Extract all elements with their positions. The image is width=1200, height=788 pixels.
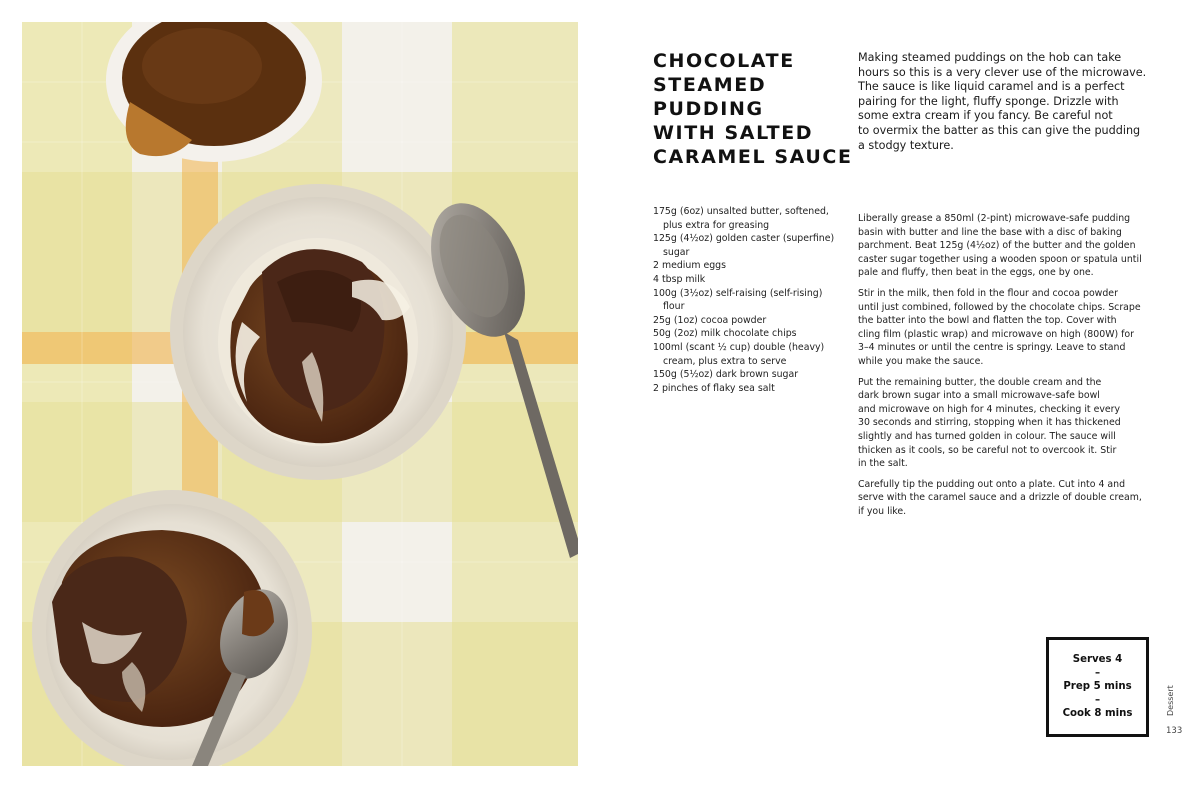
title-line: WITH SALTED bbox=[653, 122, 814, 144]
section-label: Dessert bbox=[1166, 685, 1175, 716]
ingredient-item: 175g (6oz) unsalted butter, softened, bbox=[653, 206, 829, 217]
separator-dash: – bbox=[1094, 694, 1101, 706]
method-line: the batter into the bowl and flatten the top. Cover with bbox=[858, 315, 1117, 327]
ingredient-item: 100g (3½oz) self-raising (self-rising) bbox=[653, 287, 823, 299]
title-line: CHOCOLATE bbox=[653, 50, 795, 72]
ingredient-item: 125g (4½oz) golden caster (superfine) bbox=[653, 233, 835, 245]
method-line: dark brown sugar into a small microwave-safe bowl bbox=[858, 390, 1100, 402]
serves-label: Serves 4 bbox=[1072, 654, 1123, 666]
method-line: 3–4 minutes or until the centre is springy. Leave to stand bbox=[858, 342, 1126, 354]
method-line: if you like. bbox=[858, 505, 907, 517]
title-line: PUDDING bbox=[653, 98, 764, 120]
method-steps bbox=[858, 205, 1154, 525]
intro-line: Making steamed puddings on the hob can take bbox=[858, 51, 1122, 64]
title-line: STEAMED bbox=[653, 74, 767, 96]
ingredient-item: 50g (2oz) milk chocolate chips bbox=[653, 328, 797, 340]
ingredient-item: 4 tbsp milk bbox=[653, 273, 706, 285]
method-line: cling film (plastic wrap) and microwave on high (800W) for bbox=[858, 328, 1134, 340]
method-line: Liberally grease a 850ml (2-pint) microwave-safe pudding bbox=[858, 213, 1131, 224]
method-line: parchment. Beat 125g (4½oz) of the butter and the golden bbox=[858, 240, 1136, 252]
method-line: Put the remaining butter, the double cream and the bbox=[858, 376, 1102, 388]
title-line: CARAMEL SAUCE bbox=[653, 146, 853, 168]
method-line: basin with butter and line the base with a disc of baking bbox=[858, 226, 1122, 238]
recipe-intro bbox=[858, 51, 1150, 153]
ingredient-item-continued: sugar bbox=[663, 246, 690, 258]
method-line: serve with the caramel sauce and a drizzle of double cream, bbox=[858, 492, 1142, 504]
intro-line: a stodgy texture. bbox=[858, 138, 954, 152]
intro-line: to overmix the batter as this can give the pudding bbox=[858, 123, 1141, 137]
method-line: thicken as it cools, so be careful not to overcook it. Stir bbox=[858, 444, 1117, 456]
recipe-title bbox=[653, 49, 853, 169]
method-line: while you make the sauce. bbox=[858, 355, 984, 367]
ingredient-item-continued: cream, plus extra to serve bbox=[663, 355, 787, 367]
ingredient-list bbox=[653, 205, 843, 395]
method-line: slightly and has turned golden in colour. The sauce will bbox=[858, 430, 1116, 442]
ingredient-item: 25g (1oz) cocoa powder bbox=[653, 314, 767, 326]
method-line: in the salt. bbox=[858, 458, 908, 470]
separator-dash: – bbox=[1094, 667, 1101, 679]
intro-line: some extra cream if you fancy. Be careful not bbox=[858, 109, 1113, 123]
pudding-photo bbox=[22, 22, 578, 766]
method-line: Stir in the milk, then fold in the flour and cocoa powder bbox=[858, 287, 1118, 299]
ingredient-item: 2 pinches of flaky sea salt bbox=[653, 382, 775, 394]
intro-line: hours so this is a very clever use of the microwave. bbox=[858, 65, 1147, 79]
page-number: 133 bbox=[1166, 726, 1183, 736]
ingredient-item-continued: flour bbox=[663, 301, 685, 313]
recipe-info-box bbox=[1046, 637, 1149, 737]
intro-line: The sauce is like liquid caramel and is a perfect bbox=[858, 80, 1125, 94]
method-line: caster sugar together using a wooden spoon or spatula until bbox=[858, 253, 1142, 265]
method-line: until just combined, followed by the chocolate chips. Scrape bbox=[858, 301, 1141, 313]
intro-line: pairing for the light, fluffy sponge. Drizzle with bbox=[858, 94, 1119, 108]
ingredient-item: 150g (5½oz) dark brown sugar bbox=[653, 369, 799, 381]
method-line: and microwave on high for 4 minutes, checking it every bbox=[858, 403, 1121, 415]
ingredient-item: 2 medium eggs bbox=[653, 260, 727, 272]
ingredient-item: 100ml (scant ½ cup) double (heavy) bbox=[653, 341, 825, 353]
ingredient-item-continued: plus extra for greasing bbox=[663, 219, 770, 231]
method-line: 30 seconds and stirring, stopping when it has thickened bbox=[858, 417, 1121, 429]
prep-time: Prep 5 mins bbox=[1063, 681, 1132, 693]
cook-time: Cook 8 mins bbox=[1062, 708, 1133, 720]
method-line: Carefully tip the pudding out onto a plate. Cut into 4 and bbox=[858, 478, 1126, 490]
method-line: pale and fluffy, then beat in the eggs, one by one. bbox=[858, 267, 1094, 279]
